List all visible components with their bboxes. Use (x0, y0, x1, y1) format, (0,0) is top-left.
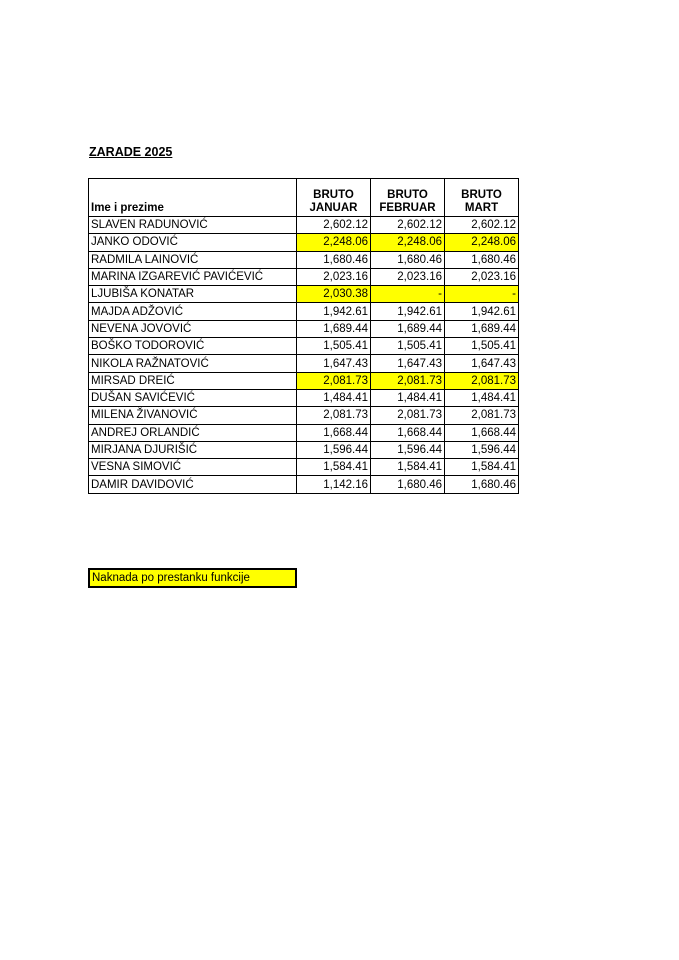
table-row (89, 424, 519, 441)
header-line-1: BRUTO (313, 189, 354, 201)
employee-name-cell: MIRJANA DJURIŠIĆ (89, 441, 297, 458)
february-value-cell: 1,505.41 (371, 338, 445, 355)
january-value-cell: 1,668.44 (297, 424, 371, 441)
page-title: ZARADE 2025 (89, 145, 173, 159)
february-value-cell: 1,584.41 (371, 459, 445, 476)
march-value-cell: 1,584.41 (445, 459, 519, 476)
january-column-header (297, 179, 371, 217)
february-value-cell: 2,602.12 (371, 217, 445, 234)
table-row (89, 320, 519, 337)
header-line-1: BRUTO (461, 189, 502, 201)
march-value-cell: 1,680.46 (445, 251, 519, 268)
table-row (89, 286, 519, 303)
january-value-cell: 2,023.16 (297, 268, 371, 285)
employee-name-cell: BOŠKO TODOROVIĆ (89, 338, 297, 355)
table-body (89, 217, 519, 494)
employee-name-cell: NEVENA JOVOVIĆ (89, 320, 297, 337)
table-row (89, 234, 519, 251)
january-value-cell: 1,689.44 (297, 320, 371, 337)
severance-note: Naknada po prestanku funkcije (88, 568, 297, 588)
table-row (89, 441, 519, 458)
march-value-cell: 2,081.73 (445, 372, 519, 389)
march-value-cell: 1,942.61 (445, 303, 519, 320)
name-column-header: Ime i prezime (89, 179, 297, 217)
employee-name-cell: MAJDA ADŽOVIĆ (89, 303, 297, 320)
employee-name-cell: ANDREJ ORLANDIĆ (89, 424, 297, 441)
table-row (89, 476, 519, 493)
employee-name-cell: MILENA ŽIVANOVIĆ (89, 407, 297, 424)
employee-name-cell: DAMIR DAVIDOVIĆ (89, 476, 297, 493)
employee-name-cell: JANKO ODOVIĆ (89, 234, 297, 251)
january-value-cell: 2,030.38 (297, 286, 371, 303)
header-line-2: JANUAR (309, 202, 358, 214)
table-row (89, 251, 519, 268)
february-value-cell: 1,647.43 (371, 355, 445, 372)
january-value-cell: 1,647.43 (297, 355, 371, 372)
table-row (89, 389, 519, 406)
employee-name-cell: MIRSAD DREIĆ (89, 372, 297, 389)
table-row (89, 268, 519, 285)
february-value-cell: 1,689.44 (371, 320, 445, 337)
employee-name-cell: MARINA IZGAREVIĆ PAVIĆEVIĆ (89, 268, 297, 285)
march-value-cell: 1,596.44 (445, 441, 519, 458)
march-value-cell: 1,505.41 (445, 338, 519, 355)
table-row (89, 355, 519, 372)
january-value-cell: 1,505.41 (297, 338, 371, 355)
january-value-cell: 1,680.46 (297, 251, 371, 268)
march-value-cell: 2,023.16 (445, 268, 519, 285)
header-line-1: BRUTO (387, 189, 428, 201)
february-value-cell: 1,668.44 (371, 424, 445, 441)
header-line-2: MART (464, 202, 499, 214)
employee-name-cell: VESNA SIMOVIĆ (89, 459, 297, 476)
february-value-cell: 1,680.46 (371, 476, 445, 493)
table-row (89, 338, 519, 355)
january-value-cell: 1,596.44 (297, 441, 371, 458)
table-header-row (89, 179, 519, 217)
january-value-cell: 2,602.12 (297, 217, 371, 234)
february-value-cell: 2,248.06 (371, 234, 445, 251)
table-row (89, 303, 519, 320)
march-value-cell: 1,647.43 (445, 355, 519, 372)
february-value-cell: 2,023.16 (371, 268, 445, 285)
march-value-cell: 2,602.12 (445, 217, 519, 234)
january-value-cell: 1,942.61 (297, 303, 371, 320)
employee-name-cell: LJUBIŠA KONATAR (89, 286, 297, 303)
february-value-cell: 2,081.73 (371, 372, 445, 389)
employee-name-cell: RADMILA LAINOVIĆ (89, 251, 297, 268)
march-value-cell: 2,248.06 (445, 234, 519, 251)
february-column-header (371, 179, 445, 217)
salary-table (88, 178, 519, 494)
january-value-cell: 1,484.41 (297, 389, 371, 406)
march-column-header (445, 179, 519, 217)
february-value-cell: 2,081.73 (371, 407, 445, 424)
table-row (89, 407, 519, 424)
employee-name-cell: SLAVEN RADUNOVIĆ (89, 217, 297, 234)
january-value-cell: 1,142.16 (297, 476, 371, 493)
table-row (89, 372, 519, 389)
february-value-cell: 1,942.61 (371, 303, 445, 320)
march-value-cell: 1,484.41 (445, 389, 519, 406)
employee-name-cell: NIKOLA RAŽNATOVIĆ (89, 355, 297, 372)
header-line-2: FEBRUAR (379, 202, 436, 214)
january-value-cell: 2,081.73 (297, 407, 371, 424)
january-value-cell: 1,584.41 (297, 459, 371, 476)
table-row (89, 459, 519, 476)
table-row (89, 217, 519, 234)
february-value-cell: 1,680.46 (371, 251, 445, 268)
march-value-cell: - (445, 286, 519, 303)
march-value-cell: 2,081.73 (445, 407, 519, 424)
march-value-cell: 1,689.44 (445, 320, 519, 337)
february-value-cell: 1,596.44 (371, 441, 445, 458)
january-value-cell: 2,248.06 (297, 234, 371, 251)
february-value-cell: 1,484.41 (371, 389, 445, 406)
march-value-cell: 1,680.46 (445, 476, 519, 493)
employee-name-cell: DUŠAN SAVIĆEVIĆ (89, 389, 297, 406)
january-value-cell: 2,081.73 (297, 372, 371, 389)
february-value-cell: - (371, 286, 445, 303)
march-value-cell: 1,668.44 (445, 424, 519, 441)
